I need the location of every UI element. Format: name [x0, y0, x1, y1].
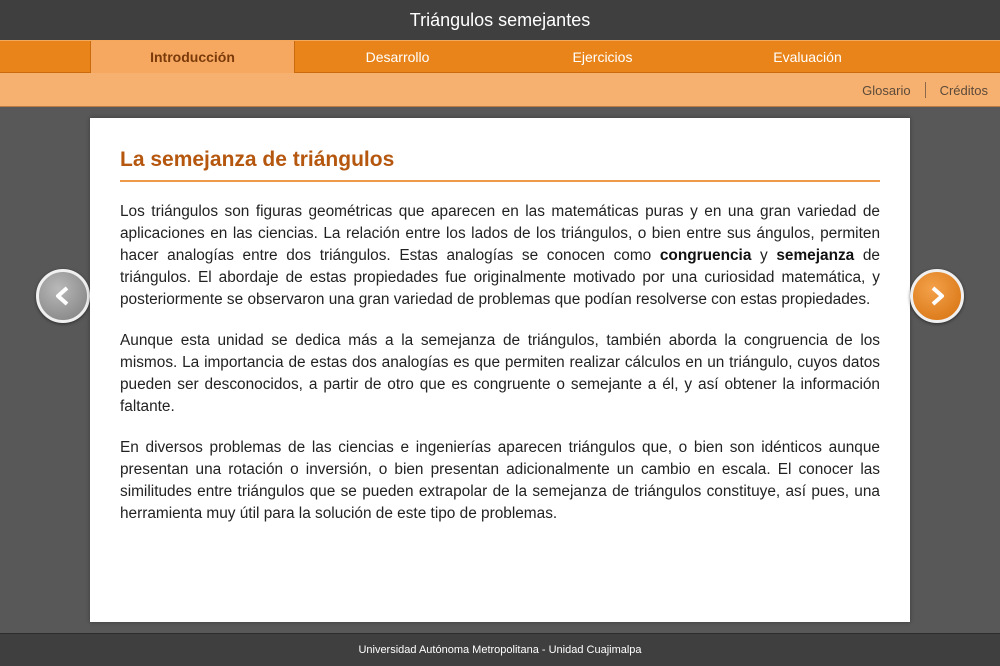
paragraph-1-connector: y: [751, 247, 777, 264]
tab-desarrollo[interactable]: Desarrollo: [365, 49, 430, 65]
footer-credit: Universidad Autónoma Metropolitana - Unidad Cuajimalpa: [0, 633, 1000, 666]
tab-introduccion[interactable]: Introducción: [90, 41, 295, 73]
content-panel: [90, 118, 910, 622]
term-semejanza: semejanza: [776, 247, 855, 264]
secondary-nav: [0, 73, 1000, 107]
tab-ejercicios[interactable]: Ejercicios: [572, 49, 633, 65]
chevron-right-icon: [927, 285, 947, 307]
paragraph-3: En diversos problemas de las ciencias e ingenierías aparecen triángulos que, o bien son idénticos aunque presentan una rotación o inversión, o bien presentan adicionalmente un cambio en escala. El conocer las similitudes entre triángulos que se pueden extrapolar de la semejanza de triángulos constituye, así pues, una herramienta muy útil para la solución de este tipo de problemas.: [120, 439, 880, 522]
glossary-link[interactable]: Glosario: [862, 82, 911, 98]
term-congruencia: congruencia: [659, 247, 752, 264]
page-heading: La semejanza de triángulos: [120, 146, 880, 182]
next-page-button[interactable]: [910, 269, 964, 323]
credits-link[interactable]: Créditos: [939, 82, 988, 98]
paragraph-1-text-b: de triángulos. El abordaje de estas propiedades fue originalmente motivado por una curiosidad matemática, y posteriormente se observaron una gran variedad de problemas que podían resolverse con estas propiedades.: [120, 247, 880, 308]
previous-page-button[interactable]: [36, 269, 90, 323]
paragraph-2: Aunque esta unidad se dedica más a la semejanza de triángulos, también aborda la congruencia de los mismos. La importancia de estas dos analogías es que permiten realizar cálculos en un triángulo, cuyos datos pueden ser desconocidos, a partir de otro que es congruente o semejante a él, y así obtener la información faltante.: [120, 332, 880, 415]
tab-evaluacion[interactable]: Evaluación: [773, 49, 842, 65]
app-title: Triángulos semejantes: [0, 0, 1000, 40]
paragraph-1: [120, 201, 880, 311]
divider: [925, 82, 926, 98]
main-nav: [0, 40, 1000, 73]
paragraph-1-text-a: Los triángulos son figuras geométricas que aparecen en las matemáticas puras y en una gran variedad de aplicaciones en las ciencias. La relación entre los lados de los triángulos, o bien entre sus ángulos, permiten hacer analogías entre dos triángulos. Estas analogías se conocen como: [120, 203, 880, 264]
chevron-left-icon: [53, 285, 73, 307]
